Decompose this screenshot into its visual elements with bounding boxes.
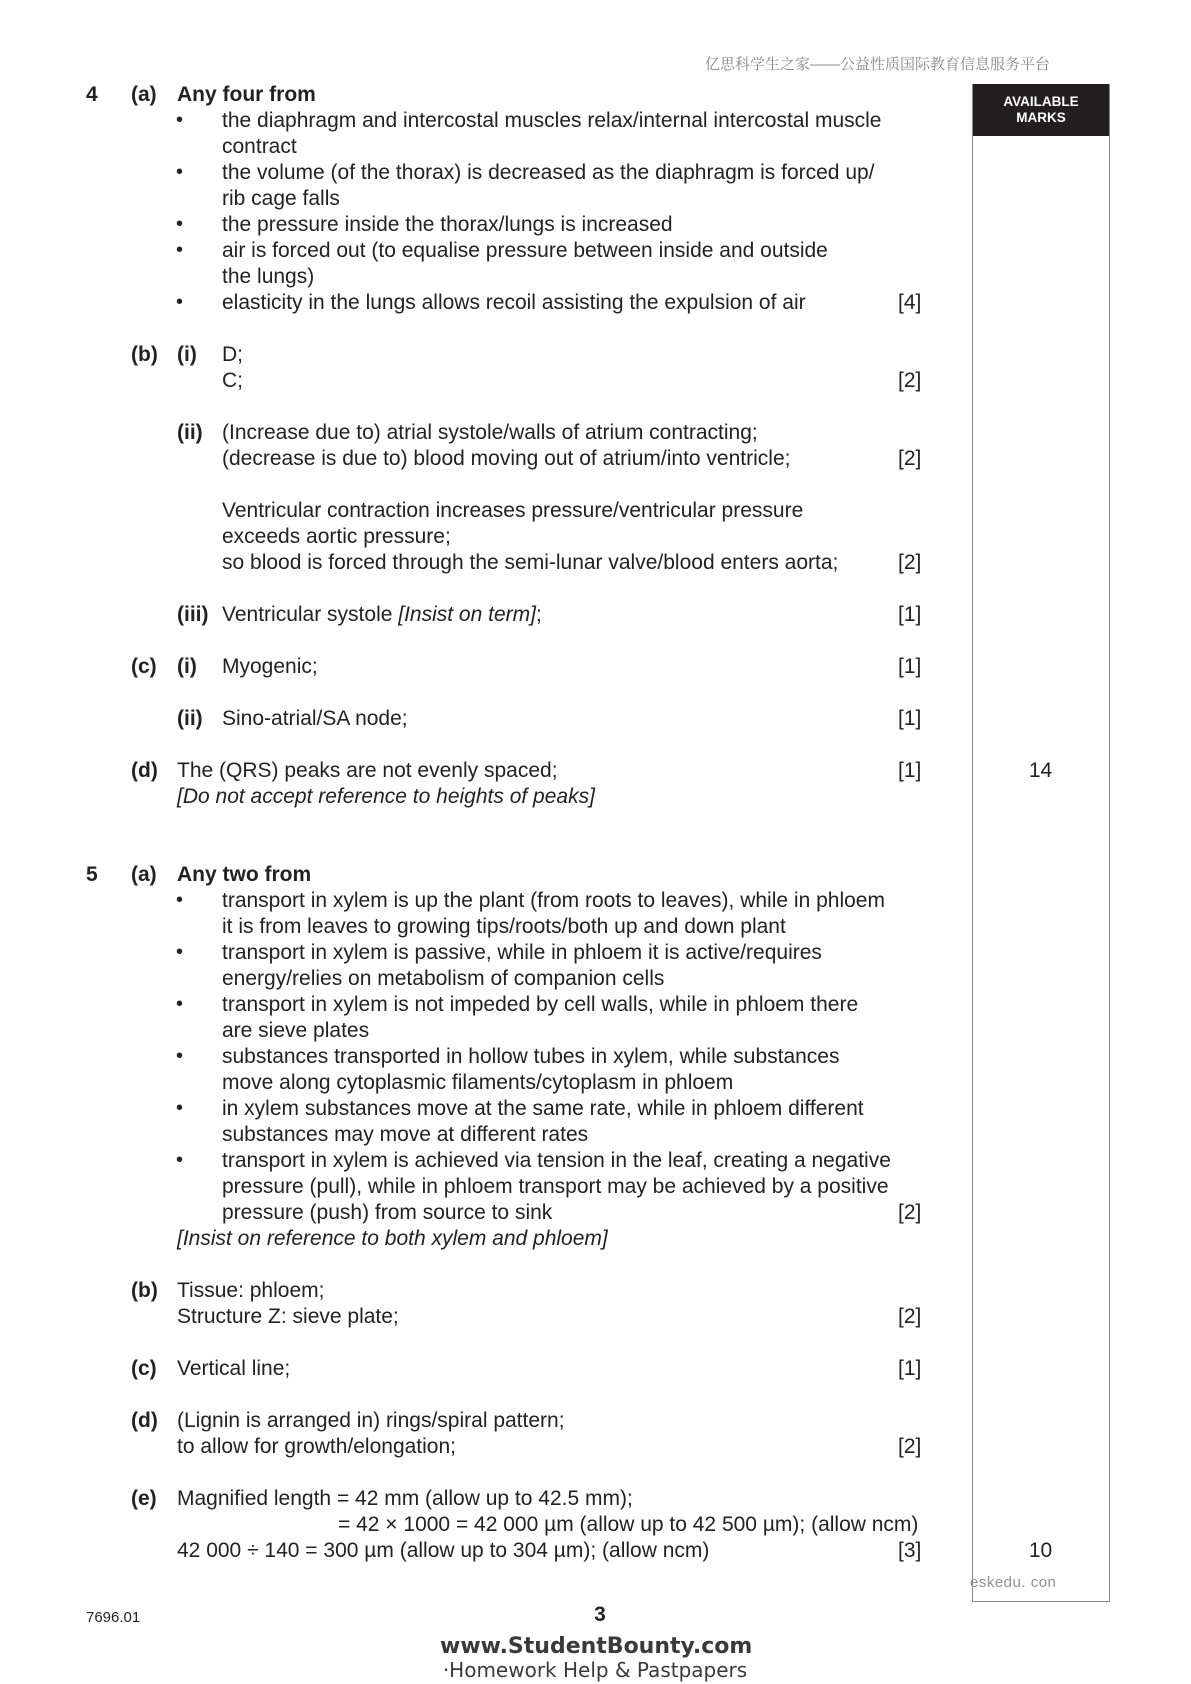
q4b-i-l1: D; [222,343,243,366]
q4b-ii-l3: Ventricular contraction increases pressure/ventricular pressure [222,499,804,522]
q5a-b6-l2: pressure (pull), while in phloem transport may be achieved by a positive [222,1175,889,1198]
q5d-l1: (Lignin is arranged in) rings/spiral pattern; [177,1409,565,1432]
q4b-ii-label: (ii) [177,421,203,444]
q5d-label: (d) [131,1409,158,1432]
q4a-bullet-2: • [176,161,184,183]
q5d-l2: to allow for growth/elongation; [177,1435,456,1458]
q5c-label: (c) [131,1357,157,1380]
q4b-i-label: (i) [177,343,197,366]
q5a-bullet-1: • [176,889,184,911]
q4b-ii-l1: (Increase due to) atrial systole/walls of atrium contracting; [222,421,758,444]
q5a-b4-l1: substances transported in hollow tubes in xylem, while substances [222,1045,840,1068]
q4b-i-marks: [2] [898,369,922,392]
footer-site-link[interactable]: www.StudentBounty.com [440,1634,753,1659]
header-site-text: 亿思科学生之家——公益性质国际教育信息服务平台 [704,56,1050,73]
q4a-bullet-5: • [176,291,184,313]
q5a-marks: [2] [898,1201,922,1224]
q5a-b2-l1: transport in xylem is passive, while in phloem it is active/requires [222,941,822,964]
available-marks-title-line1: AVAILABLE [1003,94,1079,109]
q4a-bullet-3: • [176,213,184,235]
q4a-b2-l2: rib cage falls [222,187,340,210]
q5a-b5-l1: in xylem substances move at the same rate, while in phloem different [222,1097,864,1120]
available-marks-column [972,84,1110,1602]
q5a-b1-l1: transport in xylem is up the plant (from roots to leaves), while in phloem [222,889,885,912]
q4c-i-marks: [1] [898,655,922,678]
q5e-l2: = 42 × 1000 = 42 000 µm (allow up to 42 500 µm); (allow ncm) [338,1513,919,1536]
q4b-iii-marks: [1] [898,603,922,626]
q4d-label: (d) [131,759,158,782]
q4a-b2-l1: the volume (of the thorax) is decreased as the diaphragm is forced up/ [222,161,875,184]
watermark-text: eskedu. con [970,1574,1057,1591]
footer-tagline: ·Homework Help & Pastpapers [442,1658,748,1682]
q4a-heading: Any four from [177,83,316,106]
q5c-marks: [1] [898,1357,922,1380]
q5a-b1-l2: it is from leaves to growing tips/roots/both up and down plant [222,915,786,938]
q4d-note: [Do not accept reference to heights of peaks] [177,785,595,808]
q5b-label: (b) [131,1279,158,1302]
q4c-i-text: Myogenic; [222,655,318,678]
q4b-iii-text: Ventricular systole [222,603,399,626]
q4a-b4-l2: the lungs) [222,265,315,288]
q5a-bullet-5: • [176,1097,184,1119]
q5a-b6-l1: transport in xylem is achieved via tension in the leaf, creating a negative [222,1149,891,1172]
q4b-ii-marks-2: [2] [898,551,922,574]
q4b-ii-l2: (decrease is due to) blood moving out of atrium/into ventricle; [222,447,791,470]
q4d-l1: The (QRS) peaks are not evenly spaced; [177,759,558,782]
q4c-ii-label: (ii) [177,707,203,730]
q5a-b3-l1: transport in xylem is not impeded by cell walls, while in phloem there [222,993,859,1016]
q4c-label: (c) [131,655,157,678]
q4b-iii-end: ; [535,603,542,626]
q4a-b5-l1: elasticity in the lungs allows recoil assisting the expulsion of air [222,291,806,314]
q4b-label: (b) [131,343,158,366]
q5-total-marks: 10 [1028,1539,1053,1562]
paper-code: 7696.01 [86,1609,141,1626]
available-marks-title-line2: MARKS [1016,110,1066,125]
q4b-ii-l5: so blood is forced through the semi-lunar valve/blood enters aorta; [222,551,839,574]
q5a-label: (a) [131,863,157,886]
q4a-b1-l1: the diaphragm and intercostal muscles relax/internal intercostal muscle [222,109,882,132]
q5c-text: Vertical line; [177,1357,291,1380]
q5a-b5-l2: substances may move at different rates [222,1123,589,1146]
q5a-b2-l2: energy/relies on metabolism of companion cells [222,967,665,990]
q5e-label: (e) [131,1487,157,1510]
available-marks-header [973,84,1109,136]
q4a-bullet-1: • [176,109,184,131]
q5b-l2: Structure Z: sieve plate; [177,1305,399,1328]
q5e-l1: Magnified length = 42 mm (allow up to 42.5 mm); [177,1487,633,1510]
q5-number: 5 [86,863,98,886]
q4a-bullet-4: • [176,239,184,261]
q5a-bullet-4: • [176,1045,184,1067]
q5e-l3: 42 000 ÷ 140 = 300 µm (allow up to 304 µm); (allow ncm) [177,1539,710,1562]
page-number: 3 [594,1603,606,1626]
q4b-i-l2: C; [222,369,243,392]
q4c-ii-marks: [1] [898,707,922,730]
q4d-marks: [1] [898,759,922,782]
q5a-b3-l2: are sieve plates [222,1019,370,1042]
q5e-marks: [3] [898,1539,922,1562]
q4b-ii-l4: exceeds aortic pressure; [222,525,451,548]
q4-number: 4 [86,83,98,106]
q4c-i-label: (i) [177,655,197,678]
q5a-bullet-2: • [176,941,184,963]
q4a-label: (a) [131,83,157,106]
q4b-iii-label: (iii) [177,603,209,626]
q5b-marks: [2] [898,1305,922,1328]
q4a-b3-l1: the pressure inside the thorax/lungs is increased [222,213,673,236]
q4b-iii-note: [Insist on term] [398,603,536,626]
q5a-heading: Any two from [177,863,312,886]
q5b-l1: Tissue: phloem; [177,1279,325,1302]
q5d-marks: [2] [898,1435,922,1458]
q5a-b6-l3: pressure (push) from source to sink [222,1201,553,1224]
q4-total-marks: 14 [1028,759,1053,782]
q4b-ii-marks-1: [2] [898,447,922,470]
q5a-bullet-3: • [176,993,184,1015]
q4c-ii-text: Sino-atrial/SA node; [222,707,408,730]
q4a-b4-l1: air is forced out (to equalise pressure between inside and outside [222,239,828,262]
q4a-b1-l2: contract [222,135,297,158]
q5a-note: [Insist on reference to both xylem and phloem] [177,1227,608,1250]
q4a-marks: [4] [898,291,922,314]
q5a-b4-l2: move along cytoplasmic filaments/cytoplasm in phloem [222,1071,734,1094]
q4b-iii-answer [222,603,542,627]
q5a-bullet-6: • [176,1149,184,1171]
